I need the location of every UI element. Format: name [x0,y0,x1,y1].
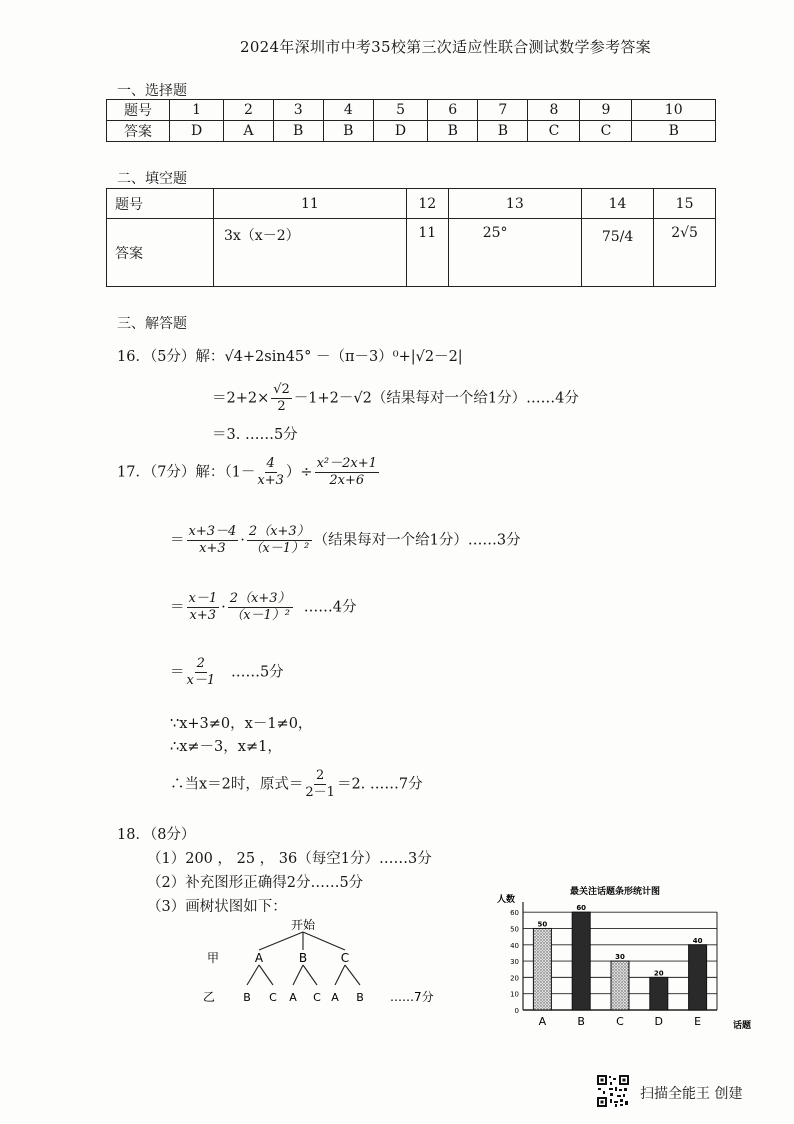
footer-text: 扫描全能王 创建 [640,1086,743,1102]
tree-node: C [340,951,350,965]
q17-step3-note: ……5分 [230,664,284,681]
q17-step1-fraction-b [247,524,312,557]
table-row-label: 答案 [107,121,170,142]
qr-code-icon [596,1074,630,1108]
bar [533,928,551,1010]
table-cell: 10 [632,100,716,121]
section2-heading: 二、填空题 [117,171,187,187]
q17-step2-fraction-a [187,591,220,624]
tree-node: A [289,991,297,1004]
q17-head: 17．（7分）解： [117,464,225,481]
data-label: 60 [576,904,587,913]
table-cell: 11 [406,219,448,287]
fraction-numerator: x－1 [188,591,218,606]
table-cell: 2 [224,100,273,121]
fraction-denominator: x－1 [186,673,216,688]
table-cell: 13 [448,189,581,219]
table-cell: B [632,121,716,142]
bar [650,977,668,1010]
table-cell: D [170,121,224,142]
q17-step1: ＝ $\frac{x+3-4}{x+3}$ · $\frac{2(x+3)}{\text{（x－1）²}}$ （结果每对一个给1分）……3分 [170,524,521,556]
q16-statement [117,345,463,366]
fraction-numerator: 2 [316,768,325,783]
q18-line2: （2）补充图形正确得2分……5分 [147,875,364,891]
q18-head: 18．（8分） [117,827,196,843]
table-cell: 4 [323,100,373,121]
table-cell: B [478,121,528,142]
table-cell: 7 [478,100,528,121]
table-row-label: 题号 [107,189,214,219]
fraction-denominator: x+3 [257,473,284,488]
fraction-numerator: 2（x+3） [229,591,291,606]
chart-ylabel: 人数 [497,895,516,905]
table-cell: 12 [406,189,448,219]
table-cell: 6 [428,100,478,121]
table-cell: 1 [170,100,224,121]
q17-step2-fraction-b [228,591,293,624]
x-tick-label: C [616,1015,624,1028]
y-tick-label: 50 [510,925,519,934]
q17-condition-1: ∵x+3≠0，x－1≠0， [170,716,313,732]
q18-line3: （3）画树状图如下： [147,899,287,915]
q16-head: 16．（5分）解： [117,349,225,365]
q17-paren-open: （1－ [224,464,256,481]
y-tick-label: 60 [510,909,519,918]
tree-row2-label: 乙 [203,990,216,1004]
q17-step3-fraction [187,656,216,689]
q17-step2-note: ……4分 [303,599,357,616]
q17-paren-close: ）÷ [285,464,313,481]
choice-answer-table [106,99,716,142]
tree-node: A [254,951,264,965]
data-label: 20 [653,969,664,978]
tree-row1-label: 甲 [207,951,220,965]
table-row-label: 题号 [107,100,170,121]
q17-step1-fraction-a [187,524,239,557]
table-cell: 15 [654,189,716,219]
chart-plot-area [510,902,717,1028]
table-cell: A [224,121,273,142]
page-title: 2024年深圳市中考35校第三次适应性联合测试数学参考答案 [240,38,651,56]
table-cell: D [373,121,427,142]
bar [611,961,629,1010]
y-tick-label: 10 [510,990,519,999]
tree-node: A [331,991,339,1004]
q17-step2: ＝ $\frac{x-1}{x+3}$ · $\frac{2(x+3)}{\text{（x－1）²}}$ ……4分 [170,591,357,623]
x-tick-label: E [694,1015,702,1028]
x-tick-label: B [577,1015,585,1028]
table-cell: 3 [273,100,323,121]
q16-fraction [271,382,292,415]
fraction-numerator: 4 [266,456,275,471]
q17-step1-note: （结果每对一个给1分）……3分 [313,532,521,549]
bar [689,945,707,1010]
table-row [107,121,716,142]
q17-step3: ＝ $\frac{2}{x-1}$ ……5分 [170,656,284,688]
y-tick-label: 30 [510,958,519,967]
tree-root: 开始 [290,918,316,932]
q16-expr: √4+2sin45° －（π－3）⁰+|√2－2| [224,349,463,365]
fraction-denominator: x+3 [189,608,217,623]
q16-step2: ＝3. ……5分 [212,427,298,443]
q18-line1: （1）200 ， 25 ， 36（每空1分）……3分 [147,851,432,867]
table-cell: 5 [373,100,427,121]
fraction-denominator: 2－1 [305,785,335,800]
data-label: 30 [615,953,625,962]
q17-condition-2: ∴x≠－3，x≠1， [170,739,282,755]
bar [572,912,590,1010]
q16-step1-suffix: －1+2－√2（结果每对一个给1分）……4分 [293,390,579,407]
y-tick-label: 20 [510,974,519,983]
table-row [107,100,716,121]
x-tick-label: D [654,1015,664,1028]
q17-fraction-2 [315,456,379,489]
q16-step1 [212,382,579,415]
q17-fraction-1 [257,456,284,489]
y-tick-label: 0 [514,1007,519,1015]
data-label: 50 [537,920,548,929]
fraction-numerator: 2 [196,656,205,671]
data-label: 40 [692,936,703,945]
table-cell: 11 [214,189,407,219]
fraction-numerator: x²－2x+1 [316,456,377,471]
q17-conclusion-fraction [305,768,335,801]
chart-xlabel: 话题 [733,1021,752,1031]
fraction-numerator: √2 [273,382,290,397]
tree-node: B [243,991,251,1004]
fraction-denominator: x+3 [199,541,226,556]
tree-node: C [313,991,321,1004]
table-row [107,219,716,287]
section1-heading: 一、选择题 [117,83,187,99]
table-cell: 3x（x－2） [214,219,407,287]
table-cell: B [428,121,478,142]
table-row [107,189,716,219]
table-cell: 75/4 [581,219,653,287]
fraction-numerator: 2（x+3） [248,524,310,539]
q16-step1-prefix: ＝2+2× [212,390,270,407]
tree-node: B [298,951,308,965]
table-cell: C [580,121,632,142]
table-cell: 2√5 [654,219,716,287]
table-cell: B [323,121,373,142]
fraction-denominator: （x－1）² [249,541,310,556]
tree-node: B [356,991,364,1004]
fraction-denominator: （x－1）² [230,608,291,623]
fill-answer-table [106,188,716,287]
table-cell: 14 [581,189,653,219]
table-cell: 25° [448,219,581,287]
q17-conclusion-suffix: ＝2. ……7分 [336,776,423,793]
tree-diagram [195,915,465,1015]
x-tick-label: A [538,1015,547,1028]
tree-node: C [269,991,277,1004]
fraction-denominator: 2 [277,399,286,414]
section3-heading: 三、解答题 [117,316,187,332]
chart-title: 最关注话题条形统计图 [569,887,661,897]
y-tick-label: 40 [510,941,519,950]
table-cell: B [273,121,323,142]
q17-conclusion [170,768,423,801]
table-row-label: 答案 [107,219,214,287]
fraction-numerator: x+3－4 [188,524,237,539]
fraction-denominator: 2x+6 [329,473,365,488]
table-cell: 9 [580,100,632,121]
q17-conclusion-prefix: ∴当x＝2时，原式＝ [170,776,304,793]
q17-statement [117,456,381,489]
tree-score: ……7分 [390,990,434,1004]
table-cell: 8 [528,100,580,121]
bar-chart [495,882,765,1032]
table-cell: C [528,121,580,142]
